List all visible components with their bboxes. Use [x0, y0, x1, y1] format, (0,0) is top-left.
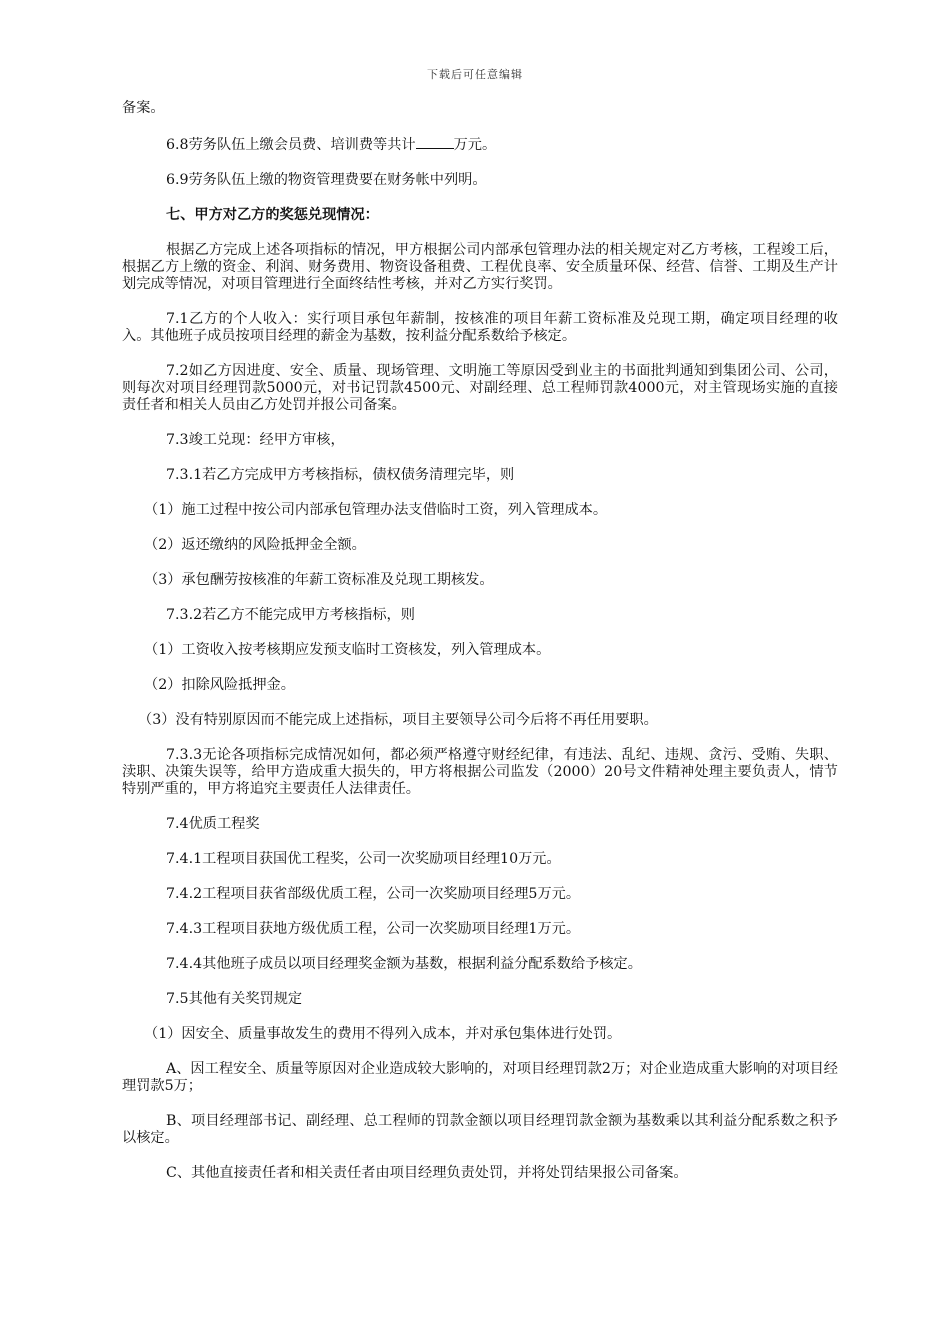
paragraph: 6.9劳务队伍上缴的物资管理费要在财务帐中列明。	[166, 172, 487, 188]
paragraph: 7.4优质工程奖	[166, 816, 260, 832]
paragraph: 7.2如乙方因进度、安全、质量、现场管理、文明施工等原因受到业主的书面批判通知到集团公司、公司，则每次对项目经理罚款5000元，对书记罚款4500元、对副经理、总工程师罚款4000元，对主管现场实施的直接责任者和相关人员由乙方处罚并报公司备案。	[122, 363, 838, 413]
paragraph: 7.1乙方的个人收入：实行项目承包年薪制，按核准的项目年薪工资标准及兑现工期，确定项目经理的收入。其他班子成员按项目经理的薪金为基数，按利益分配系数给予核定。	[122, 311, 838, 344]
paragraph: 7.3.3无论各项指标完成情况如何，都必须严格遵守财经纪律，有违法、乱纪、违规、贪污、受贿、失职、渎职、决策失误等，给甲方造成重大损失的，甲方将根据公司监发（2000）20号文件精神处理主要负责人，情节特别严重的，甲方将追究主要责任人法律责任。	[122, 747, 838, 797]
paragraph: 7.4.3工程项目获地方级优质工程，公司一次奖励项目经理1万元。	[166, 921, 581, 937]
paragraph: 备案。	[122, 100, 165, 116]
page-header: 下载后可任意编辑	[427, 68, 523, 81]
list-item: （1）工资收入按考核期应发预支临时工资核发，列入管理成本。	[144, 642, 551, 658]
paragraph: 7.4.4其他班子成员以项目经理奖金额为基数，根据利益分配系数给予核定。	[166, 956, 642, 972]
paragraph: A、因工程安全、质量等原因对企业造成较大影响的，对项目经理罚款2万；对企业造成重大影响的对项目经理罚款5万；	[122, 1061, 838, 1094]
list-item: （3）承包酬劳按核准的年薪工资标准及兑现工期核发。	[144, 572, 494, 588]
paragraph: 根据乙方完成上述各项指标的情况，甲方根据公司内部承包管理办法的相关规定对乙方考核，工程竣工后，根据乙方上缴的资金、利润、财务费用、物资设备租费、工程优良率、安全质量环保、经营、信誉、工期及生产计划完成等情况，对项目管理进行全面终结性考核，并对乙方实行奖罚。	[122, 242, 838, 292]
paragraph-text: 万元。	[453, 137, 497, 153]
section-heading: 七、甲方对乙方的奖惩兑现情况：	[166, 207, 379, 223]
list-item: （3）没有特别原因而不能完成上述指标，项目主要领导公司今后将不再任用要职。	[138, 712, 658, 728]
list-item: （1）施工过程中按公司内部承包管理办法支借临时工资，列入管理成本。	[144, 502, 608, 518]
list-item: （2）返还缴纳的风险抵押金全额。	[144, 537, 366, 553]
document-body	[122, 100, 838, 1200]
paragraph-text: 6.8劳务队伍上缴会员费、培训费等共计	[166, 137, 416, 153]
list-item: （1）因安全、质量事故发生的费用不得列入成本，并对承包集体进行处罚。	[144, 1026, 622, 1042]
paragraph: 7.4.2工程项目获省部级优质工程，公司一次奖励项目经理5万元。	[166, 886, 581, 902]
paragraph: 7.3.2若乙方不能完成甲方考核指标，则	[166, 607, 415, 623]
paragraph: 7.3竣工兑现：经甲方审核，	[166, 432, 345, 448]
paragraph: 7.5其他有关奖罚规定	[166, 991, 303, 1007]
fill-in-blank	[416, 135, 454, 149]
paragraph	[122, 135, 838, 154]
paragraph: 7.4.1工程项目获国优工程奖，公司一次奖励项目经理10万元。	[166, 851, 561, 867]
paragraph: C、其他直接责任者和相关责任者由项目经理负责处罚，并将处罚结果报公司备案。	[166, 1165, 688, 1181]
paragraph: B、项目经理部书记、副经理、总工程师的罚款金额以项目经理罚款金额为基数乘以其利益分配系数之积予以核定。	[122, 1113, 838, 1146]
paragraph: 7.3.1若乙方完成甲方考核指标，债权债务清理完毕，则	[166, 467, 515, 483]
list-item: （2）扣除风险抵押金。	[144, 677, 295, 693]
